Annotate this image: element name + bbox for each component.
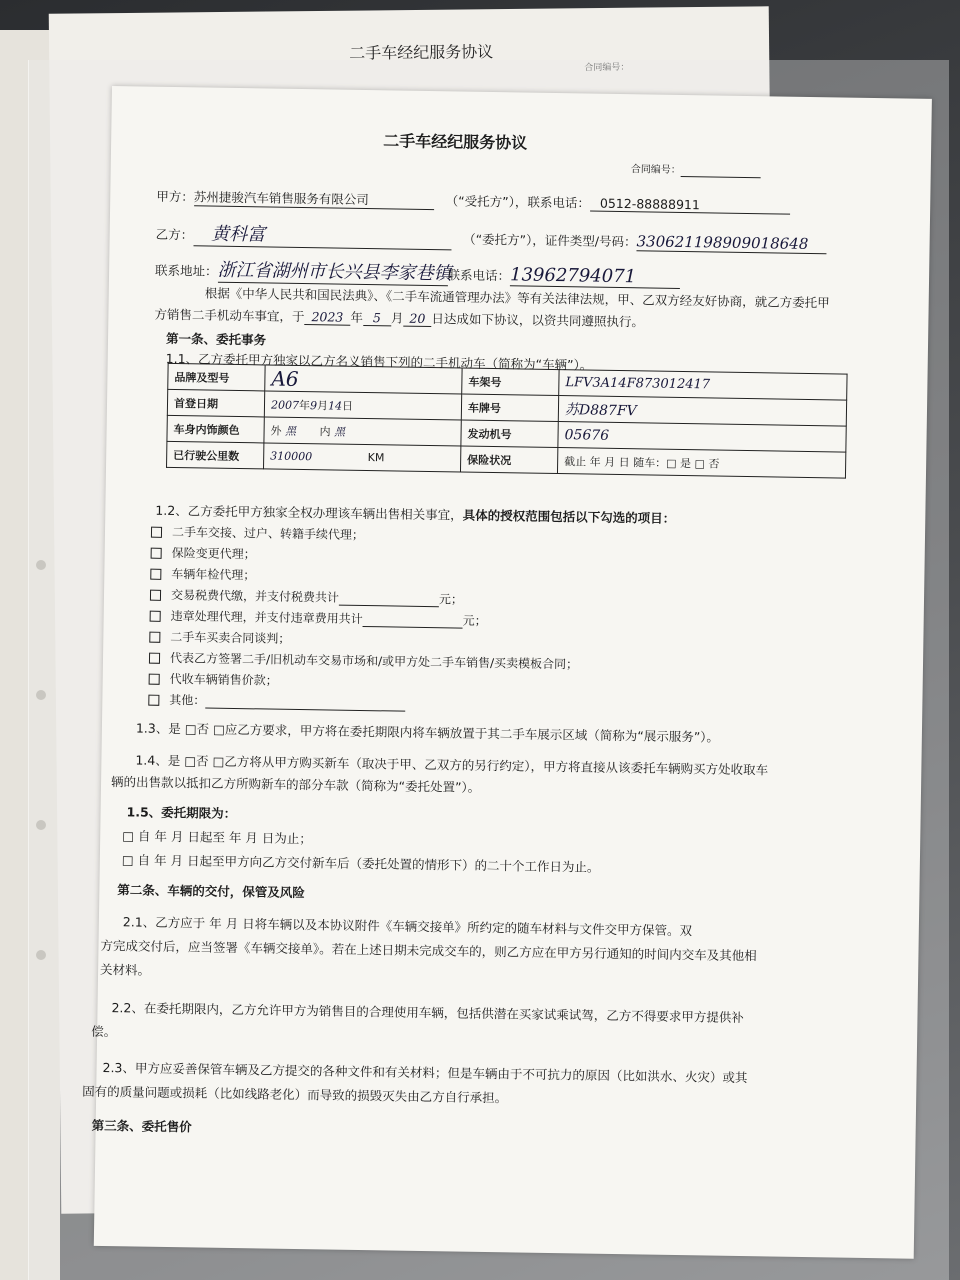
- option-checkbox[interactable]: [150, 611, 161, 622]
- option-item: [151, 523, 364, 543]
- clause-1-4-line-1: 1.4、是 □否 □乙方将从甲方购买新车（取决于甲、乙双方的另行约定），甲方将直接从该委托车辆购买方处收取车: [135, 752, 769, 778]
- clause-1-5-title: 1.5、委托期限为：: [126, 804, 237, 822]
- reg-date-value: [264, 391, 461, 420]
- color-label: 车身内饰颜色: [167, 415, 264, 443]
- color-in-label: 内: [319, 424, 331, 438]
- option-item: [149, 649, 578, 673]
- vehicle-info-table: [166, 363, 848, 479]
- party-a-phone-label: ，联系电话：: [514, 194, 591, 211]
- option-label: 二手车买卖合同谈判；: [170, 629, 291, 646]
- back-page-title: 二手车经纪服务协议: [349, 42, 494, 63]
- party-b-id-label: ，证件类型/号码：: [532, 232, 637, 250]
- party-a-phone: 0512-88888911: [590, 196, 790, 215]
- preamble-line-2: [154, 305, 644, 331]
- clause-1-3: 1.3、是 □否 □应乙方要求，甲方将在委托期限内将车辆放置于其二手车展示区域（简称为“展示服务”）。: [135, 720, 720, 745]
- color-value: [264, 417, 461, 446]
- mileage-value: [264, 443, 461, 472]
- option-checkbox[interactable]: [149, 632, 160, 643]
- party-b-row: [155, 219, 826, 257]
- party-a-row: [156, 187, 790, 216]
- plate-value: 苏D887FV: [558, 396, 846, 427]
- clause-2-2-line-1: 2.2、在委托期限内，乙方允许甲方为销售目的合理使用车辆，包括供潜在买家试乘试驾，乙方不得要求甲方提供补: [111, 1000, 744, 1026]
- color-out-label: 外: [270, 424, 282, 438]
- engine-value: 05676: [558, 422, 846, 453]
- article-3-title: 第三条、委托售价: [91, 1117, 192, 1135]
- party-a-role: （“受托方”）: [445, 193, 516, 210]
- address-label: 联系地址：: [154, 262, 218, 279]
- engine-label: 发动机号: [461, 420, 558, 448]
- option-item: [150, 565, 255, 584]
- address-phone: 13962794071: [510, 264, 680, 289]
- option-checkbox[interactable]: [150, 569, 161, 580]
- preamble-month-unit: 月: [390, 310, 404, 326]
- clause-2-1-line-1: 2.1、乙方应于 年 月 日将车辆以及本协议附件《车辆交接单》所约定的随车材料与文件交甲方保管。双: [122, 914, 693, 939]
- preamble-day: 20: [403, 311, 431, 327]
- option-label: 代表乙方签署二手/旧机动车交易市场和/或甲方处二手车销售/买卖模板合同；: [169, 650, 579, 672]
- party-b-id: 330621198909018648: [636, 232, 826, 254]
- brand-value: A6: [265, 365, 462, 394]
- preamble-year: 2023: [304, 309, 350, 326]
- mileage-label: 已行驶公里数: [167, 441, 264, 469]
- option-checkbox[interactable]: [148, 695, 159, 706]
- clause-1-4-line-2: 辆的出售款以抵扣乙方所购新车的部分车款（简称为“委托处置”）。: [110, 774, 481, 795]
- party-a-label: 甲方：: [156, 188, 194, 205]
- brand-label: 品牌及型号: [168, 363, 265, 391]
- article-1-title: 第一条、委托事务: [165, 330, 267, 348]
- party-a-name: 苏州捷骏汽车销售服务有限公司: [194, 187, 434, 210]
- option-item: [149, 670, 278, 689]
- option-label: 代收车辆销售价款；: [169, 671, 278, 688]
- plate-label: 车牌号: [461, 394, 558, 422]
- option-checkbox[interactable]: [151, 527, 162, 538]
- reg-year-unit: 年: [298, 398, 311, 412]
- color-out: 黑: [285, 424, 297, 438]
- option-suffix: 元；: [438, 592, 464, 607]
- contract-number: [631, 160, 761, 178]
- clause-1-2-text: 1.2、乙方委托甲方独家全权办理该车辆出售相关事宜，: [155, 502, 463, 523]
- insurance-value: 截止 年 月 日 随车：□ 是 □ 否: [557, 448, 845, 479]
- option-checkbox[interactable]: [150, 590, 161, 601]
- vin-value: LFV3A14F873012417: [559, 370, 847, 401]
- option-suffix: 元；: [462, 613, 487, 628]
- reg-day-unit: 日: [341, 399, 354, 413]
- reg-month: 9: [309, 398, 318, 412]
- option-checkbox[interactable]: [149, 653, 160, 664]
- term-option-2: □ 自 年 月 日起至甲方向乙方交付新车后（委托处置的情形下）的二十个工作日为止。: [121, 852, 600, 875]
- mileage-unit: KM: [367, 451, 385, 465]
- preamble-text: 方销售二手机动车事宜，于: [154, 306, 305, 325]
- reg-day: 14: [327, 398, 343, 413]
- address-phone-label: 联系电话：: [447, 267, 511, 284]
- party-b-name: 黄科富: [193, 219, 451, 250]
- clause-1-2-bold: 具体的授权范围包括以下勾选的项目：: [462, 507, 676, 526]
- clause-2-1-line-3: 关材料。: [100, 961, 151, 978]
- option-label: 交易税费代缴，并支付税费共计: [170, 587, 340, 605]
- document-title: 二手车经纪服务协议: [383, 131, 528, 153]
- option-label: 违章处理代理，并支付违章费用共计: [170, 608, 363, 627]
- clause-2-1-line-2: 方完成交付后，应当签署《车辆交接单》。若在上述日期未完成交车的，则乙方应在甲方另行通知的时间内交车及其他相: [100, 937, 757, 964]
- mileage-number: 310000: [270, 449, 313, 464]
- contract-number-label: 合同编号：: [630, 164, 681, 176]
- article-2-title: 第二条、车辆的交付，保管及风险: [117, 882, 305, 901]
- option-label: 二手车交接、过户、转籍手续代理；: [171, 524, 365, 543]
- preamble-year-unit: 年: [350, 309, 364, 325]
- color-in: 黑: [333, 425, 346, 439]
- clause-2-2-line-2: 偿。: [91, 1023, 117, 1040]
- preamble-month: 5: [363, 310, 391, 326]
- preamble-line-1: 根据《中华人民共和国民法典》、《二手车流通管理办法》等有关法律法规，甲、乙双方经友好协商，就乙方委托甲: [204, 285, 830, 311]
- address-value: 浙江省湖州市长兴县李家巷镇: [217, 256, 447, 287]
- option-label: 保险变更代理；: [171, 545, 256, 562]
- contract-page: [82, 86, 932, 1259]
- option-label: 其他：: [169, 692, 206, 708]
- reg-month-unit: 月: [316, 398, 329, 412]
- reg-date-label: 首登日期: [167, 389, 264, 417]
- preamble-tail: 日达成如下协议，以资共同遵照执行。: [431, 311, 645, 330]
- back-page-contract-no: 合同编号：: [584, 62, 630, 74]
- option-item: [149, 628, 290, 647]
- clause-2-3-line-1: 2.3、甲方应妥善保管车辆及乙方提交的各种文件和有关材料；但是车辆由于不可抗力的原因（比如洪水、火灾）或其: [102, 1059, 748, 1086]
- option-item: [148, 691, 405, 712]
- option-item: [151, 544, 256, 563]
- clause-2-3-line-2: 固有的质量问题或损耗（比如线路老化）而导致的损毁灭失由乙方自行承担。: [82, 1083, 508, 1106]
- option-checkbox[interactable]: [149, 674, 160, 685]
- reg-year: 2007: [270, 398, 300, 412]
- party-b-label: 乙方：: [155, 226, 194, 243]
- insurance-label: 保险状况: [460, 446, 557, 474]
- option-item: [150, 607, 487, 629]
- option-item: [150, 586, 463, 608]
- option-checkbox[interactable]: [151, 548, 162, 559]
- party-b-role: （“委托方”）: [463, 231, 533, 248]
- punch-holes: [36, 560, 48, 1080]
- clause-1-1: 1.1、乙方委托甲方独家以乙方名义销售下列的二手机动车（简称为“车辆”）。: [165, 350, 593, 373]
- option-label: 车辆年检代理；: [171, 566, 256, 583]
- vin-label: 车架号: [462, 368, 559, 396]
- term-option-1: □ 自 年 月 日起至 年 月 日为止；: [122, 828, 312, 847]
